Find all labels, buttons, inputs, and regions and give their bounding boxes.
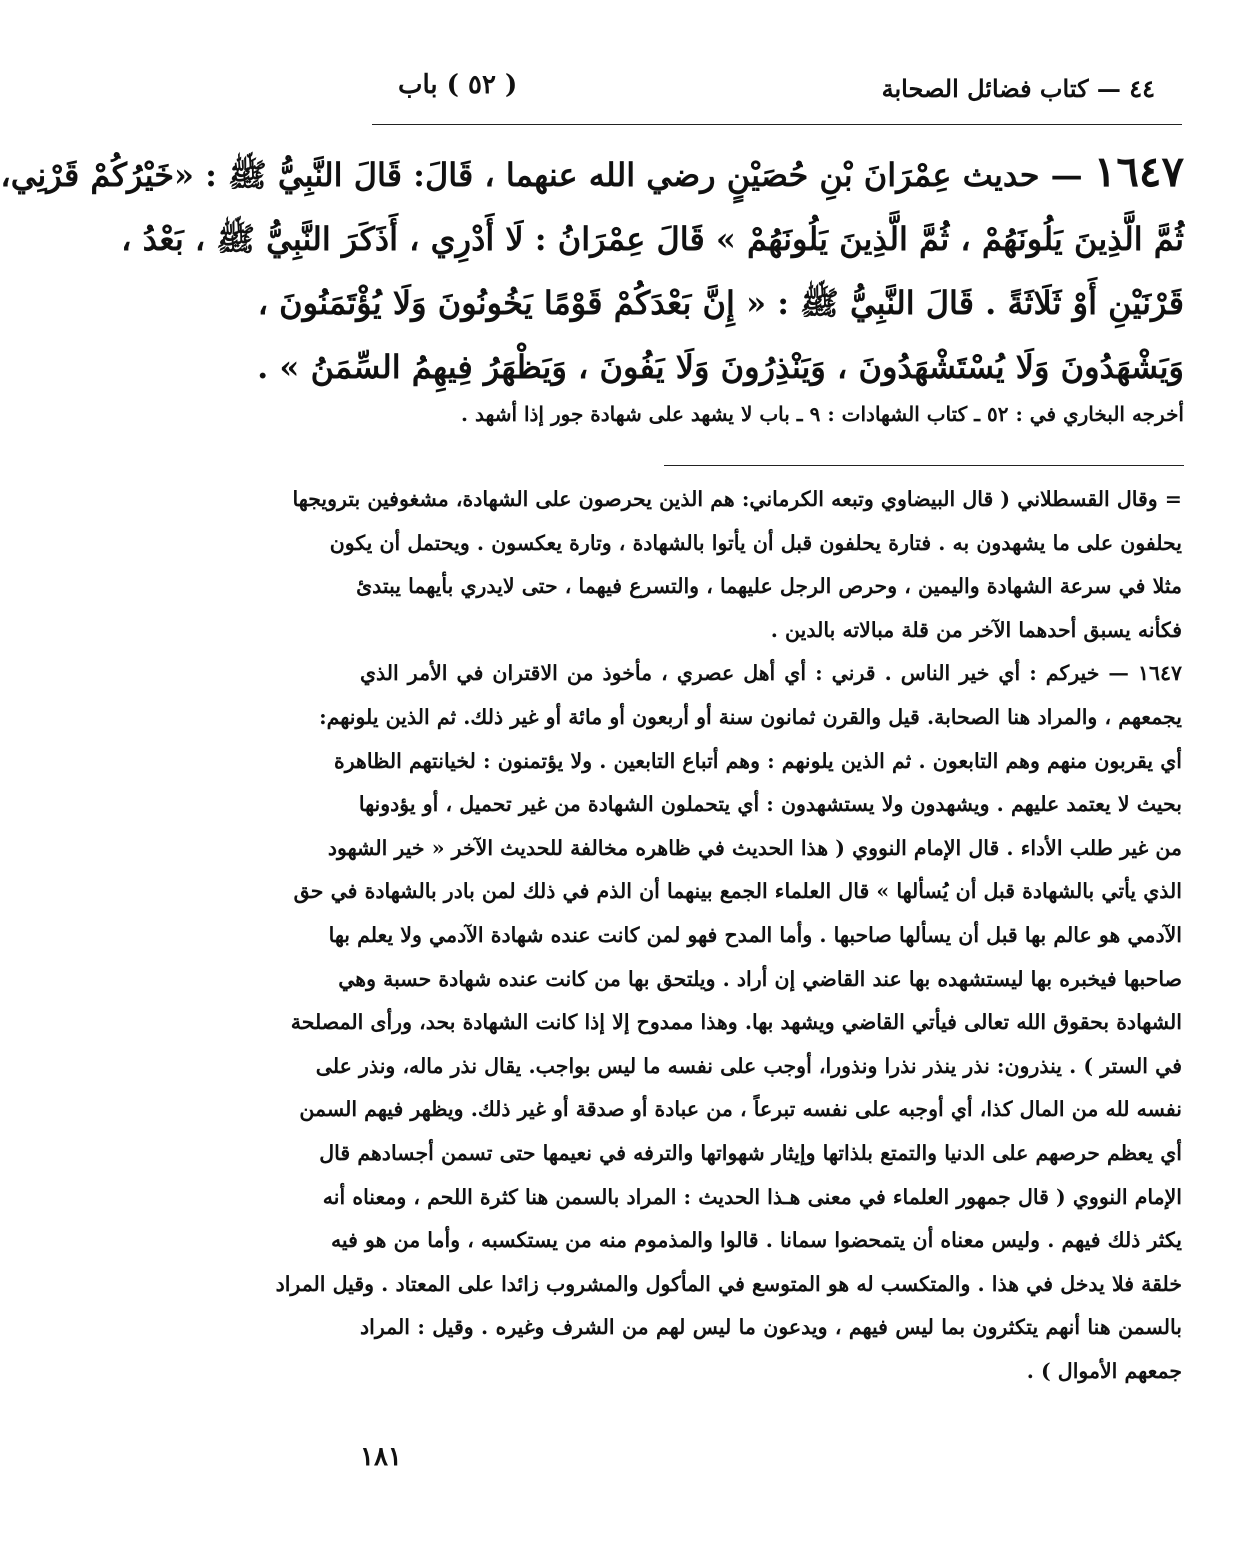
commentary-line: من غير طلب الأداء . قال الإمام النووي ( هذا الحديث في ظاهره مخالفة للحديث الآخر « خير الشهود	[327, 835, 1182, 860]
hadith-source: أخرجه البخاري في : ٥٢ ـ كتاب الشهادات : ٩ ـ باب لا يشهد على شهادة جور إذا أشهد .	[461, 402, 1184, 426]
commentary-line: فكأنه يسبق أحدهما الآخر من قلة مبالاته بالدين .	[770, 617, 1182, 642]
commentary-line: يكثر ذلك فيهم . وليس معناه أن يتمحضوا سمانا . قالوا والمذموم منه من يستكسبه ، وأما من هو فيه	[330, 1228, 1182, 1253]
commentary-line: = وقال القسطلاني ( قال البيضاوي وتبعه الكرماني: هم الذين يحرصون على الشهادة، مشغوفين بترويجها	[292, 487, 1182, 511]
header-divider	[372, 124, 1182, 125]
commentary-line: بالسمن هنا أنهم يتكثرون بما ليس فيهم ، ويدعون ما ليس لهم من الشرف وغيره . وقيل : المراد	[360, 1315, 1182, 1340]
commentary-line: يحلفون على ما يشهدون به . فتارة يحلفون قبل أن يأتوا بالشهادة ، وتارة يعكسون . ويحتمل أن يكون	[329, 530, 1182, 555]
commentary-line: أي يقربون منهم وهم التابعون . ثم الذين يلونهم : وهم أتباع التابعين . ولا يؤتمنون : لخيانتهم الظاهرة	[333, 748, 1182, 773]
commentary-line: في الستر ) . ينذرون: نذر ينذر نذرا ونذورا، أوجب على نفسه ما ليس بواجب. يقال نذر ماله، ونذر على	[315, 1053, 1182, 1078]
footnote-divider	[664, 465, 1184, 466]
commentary-line: يجمعهم ، والمراد هنا الصحابة. قيل والقرن ثمانون سنة أو أربعون أو مائة أو غير ذلك. ثم الذين يلونهم:	[319, 704, 1182, 729]
page-header	[372, 62, 1173, 116]
hadith-number: ١٦٤٧	[1093, 147, 1184, 196]
hadith-line: ثُمَّ الَّذِينَ يَلُونَهُمْ ، ثُمَّ الَّذِينَ يَلُونَهُمْ » قَالَ عِمْرَانُ : لَا أَدْرِي ، أَذَكَرَ النَّبِيُّ ﷺ ، بَعْدُ ،	[121, 220, 1184, 258]
commentary	[275, 478, 1182, 1393]
commentary-line: أي يعظم حرصهم على الدنيا والتمتع بلذاتها وإيثار شهواتها والترفه في نعيمها حتى تسمن أجسادهم قال	[319, 1140, 1182, 1165]
commentary-line: مثلا في سرعة الشهادة واليمين ، وحرص الرجل عليهما ، والتسرع فيهما ، حتى لايدري بأيهما يبتدئ	[356, 574, 1182, 599]
header-chapter-label: ( ٥٢ ) باب	[398, 70, 518, 100]
commentary-line: الإمام النووي ( قال جمهور العلماء في معنى هـذا الحديث : المراد بالسمن هنا كثرة اللحم ، ومعناه أنه	[322, 1184, 1182, 1209]
header-book-title: ٤٤ — كتاب فضائل الصحابة	[881, 74, 1155, 103]
commentary-line: صاحبها فيخبره بها ليستشهده بها عند القاضي إن أراد . ويلتحق بها من كانت عنده شهادة حسبة وهي	[338, 966, 1182, 991]
page-number: ١٨١	[360, 1442, 402, 1472]
hadith-text	[0, 140, 1184, 399]
hadith-line: وَيَشْهَدُونَ وَلَا يُسْتَشْهَدُونَ ، وَيَنْذِرُونَ وَلَا يَفُونَ ، وَيَظْهَرُ فِيهِمُ السِّمَنُ » .	[257, 348, 1184, 386]
commentary-line: ١٦٤٧ — خيركم : أي خير الناس . قرني : أي أهل عصري ، مأخوذ من الاقتران في الأمر الذي	[360, 661, 1182, 686]
commentary-line: الذي يأتي بالشهادة قبل أن يُسألها » قال العلماء الجمع بينهما أن الذم في ذلك لمن بادر بالشهادة في حق	[293, 879, 1182, 904]
commentary-line: خلقة فلا يدخل في هذا . والمتكسب له هو المتوسع في المأكول والمشروب زائدا على المعتاد . وقيل المراد	[275, 1271, 1182, 1296]
commentary-line: جمعهم الأموال ) .	[1026, 1358, 1182, 1383]
commentary-line: الآدمي هو عالم بها قبل أن يسألها صاحبها . وأما المدح فهو لمن كانت عنده شهادة الآدمي ولا يعلم بها	[328, 922, 1182, 947]
commentary-line: نفسه لله من المال كذا، أي أوجبه على نفسه تبرعاً ، من عبادة أو صدقة أو غير ذلك. ويظهر فيهم السمن	[299, 1097, 1182, 1122]
commentary-line: الشهادة بحقوق الله تعالى فيأتي القاضي ويشهد بها. وهذا ممدوح إلا إذا كانت الشهادة بحد، ورأى المصلحة	[290, 1010, 1182, 1035]
hadith-line: ١٦٤٧ — حديث عِمْرَانَ بْنِ حُصَيْنٍ رضي الله عنهما ، قَالَ: قَالَ النَّبِيُّ ﷺ : «خَيْرُكُمْ قَرْنِي،	[0, 147, 1184, 196]
commentary-line: بحيث لا يعتمد عليهم . ويشهدون ولا يستشهدون : أي يتحملون الشهادة من غير تحميل ، أو يؤدونها	[358, 792, 1182, 817]
hadith-line: قَرْنَيْنِ أَوْ ثَلَاثَةً . قَالَ النَّبِيُّ ﷺ : « إِنَّ بَعْدَكُمْ قَوْمًا يَخُونُونَ وَلَا يُؤْتَمَنُونَ ،	[257, 284, 1184, 322]
